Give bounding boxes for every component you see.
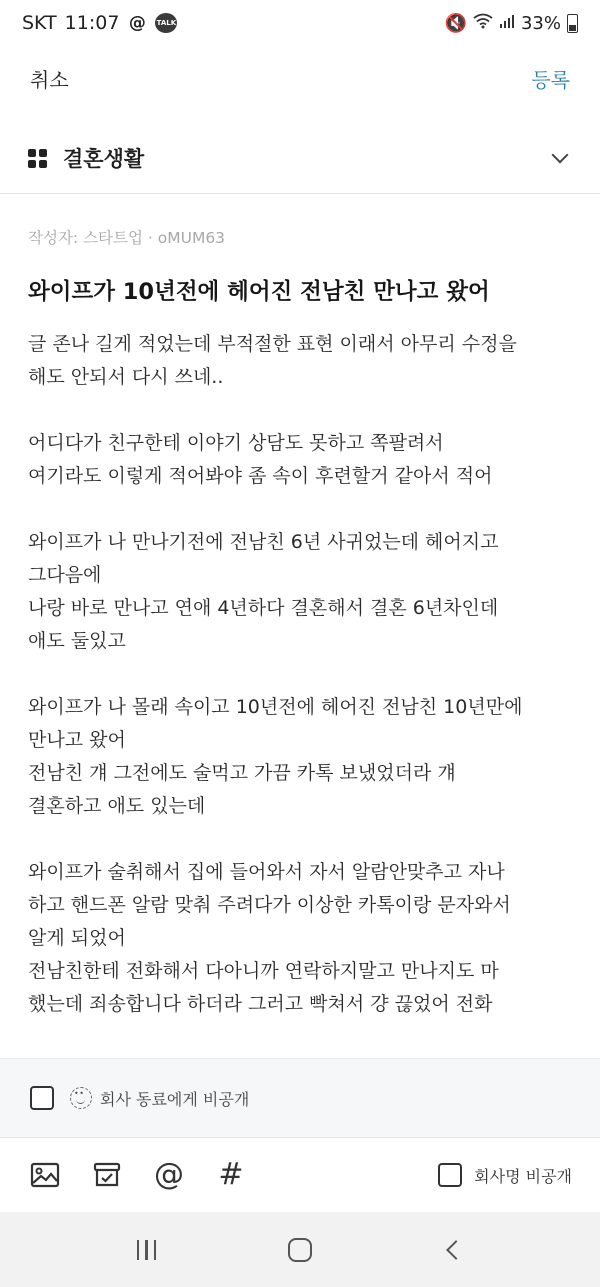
- grid-icon: [28, 149, 47, 168]
- body-line: 하고 핸드폰 알람 맞춰 주려다가 이상한 카톡이랑 문자와서: [28, 894, 511, 916]
- mention-icon[interactable]: @: [154, 1157, 184, 1192]
- blank-line: [28, 493, 578, 526]
- category-selector[interactable]: [0, 128, 600, 188]
- status-left: [22, 12, 177, 34]
- blank-line: [28, 394, 578, 427]
- divider: [0, 193, 600, 194]
- company-privacy-checkbox[interactable]: [438, 1163, 462, 1187]
- body-line: 와이프가 술취해서 집에 들어와서 자서 알람안맞추고 자나: [28, 861, 505, 883]
- recents-button[interactable]: [127, 1230, 167, 1270]
- body-line: 여기라도 이렇게 적어봐야 좀 속이 후련할거 같아서 적어: [28, 465, 493, 487]
- home-button[interactable]: [280, 1230, 320, 1270]
- threads-icon: @: [128, 13, 146, 33]
- clock: 11:07: [64, 12, 120, 34]
- battery-icon: [567, 14, 578, 33]
- company-privacy-label: 회사명 비공개: [474, 1166, 572, 1186]
- system-nav-bar: [0, 1212, 600, 1287]
- chevron-down-icon[interactable]: [552, 147, 569, 164]
- body-line: 글 존나 길게 적었는데 부적절한 표현 이래서 아무리 수정을: [28, 333, 517, 355]
- coworker-privacy-checkbox[interactable]: [30, 1086, 54, 1110]
- top-bar: [0, 52, 600, 104]
- cancel-button[interactable]: 취소: [30, 67, 69, 92]
- author-meta: 작성자: 스타트업 · oMUM63: [28, 229, 226, 247]
- coworker-privacy-label: 회사 동료에게 비공개: [100, 1089, 250, 1109]
- body-line: 나랑 바로 만나고 연애 4년하다 결혼해서 결혼 6년차인데: [28, 597, 499, 619]
- body-line: 전남친한테 전화해서 다아니까 연락하지말고 만나지도 마: [28, 960, 499, 982]
- body-line: 와이프가 나 몰래 속이고 10년전에 헤어진 전남친 10년만에: [28, 696, 523, 718]
- body-line: 했는데 죄송합니다 하더라 그러고 빡쳐서 걍 끊었어 전화: [28, 993, 493, 1015]
- body-line: 와이프가 나 만나기전에 전남친 6년 사귀었는데 헤어지고: [28, 531, 499, 553]
- blank-line: [28, 658, 578, 691]
- post-title[interactable]: 와이프가 10년전에 헤어진 전남친 만나고 왔어: [28, 279, 490, 305]
- body-line: 해도 안되서 다시 쓰네..: [28, 366, 224, 388]
- archive-icon[interactable]: [90, 1158, 124, 1192]
- category-label: 결혼생활: [63, 147, 145, 171]
- battery-percent: 33%: [520, 12, 561, 34]
- body-line: 어디다가 친구한테 이야기 상담도 못하고 쪽팔려서: [28, 432, 444, 454]
- body-line: 애도 둘있고: [28, 630, 126, 652]
- wifi-icon: [473, 13, 493, 34]
- coworker-privacy-bar: [0, 1058, 600, 1138]
- body-line: 결혼하고 애도 있는데: [28, 795, 206, 817]
- company-privacy-toggle: [438, 1163, 572, 1187]
- smile-icon: [70, 1087, 92, 1109]
- hashtag-icon[interactable]: #: [218, 1157, 244, 1192]
- signal-icon: [499, 13, 515, 34]
- kakaotalk-icon: TALK: [155, 13, 177, 33]
- body-line: 만나고 왔어: [28, 729, 126, 751]
- editor-toolbar: [0, 1140, 600, 1210]
- status-bar: [0, 0, 600, 46]
- body-line: 전남친 걔 그전에도 술먹고 가끔 카톡 보냈었더라 걔: [28, 762, 456, 784]
- home-icon: [288, 1238, 312, 1262]
- blank-line: [28, 823, 578, 856]
- post-body[interactable]: [28, 328, 578, 1021]
- recents-icon: [137, 1240, 157, 1260]
- body-line: 그다음에: [28, 564, 102, 586]
- status-right: [445, 13, 578, 34]
- back-icon: [446, 1240, 466, 1260]
- image-icon[interactable]: [28, 1158, 62, 1192]
- mute-icon: 🔇: [444, 12, 467, 34]
- back-button[interactable]: [433, 1230, 473, 1270]
- carrier-label: SKT: [22, 12, 57, 34]
- register-button[interactable]: 등록: [531, 67, 570, 92]
- body-line: 알게 되었어: [28, 927, 126, 949]
